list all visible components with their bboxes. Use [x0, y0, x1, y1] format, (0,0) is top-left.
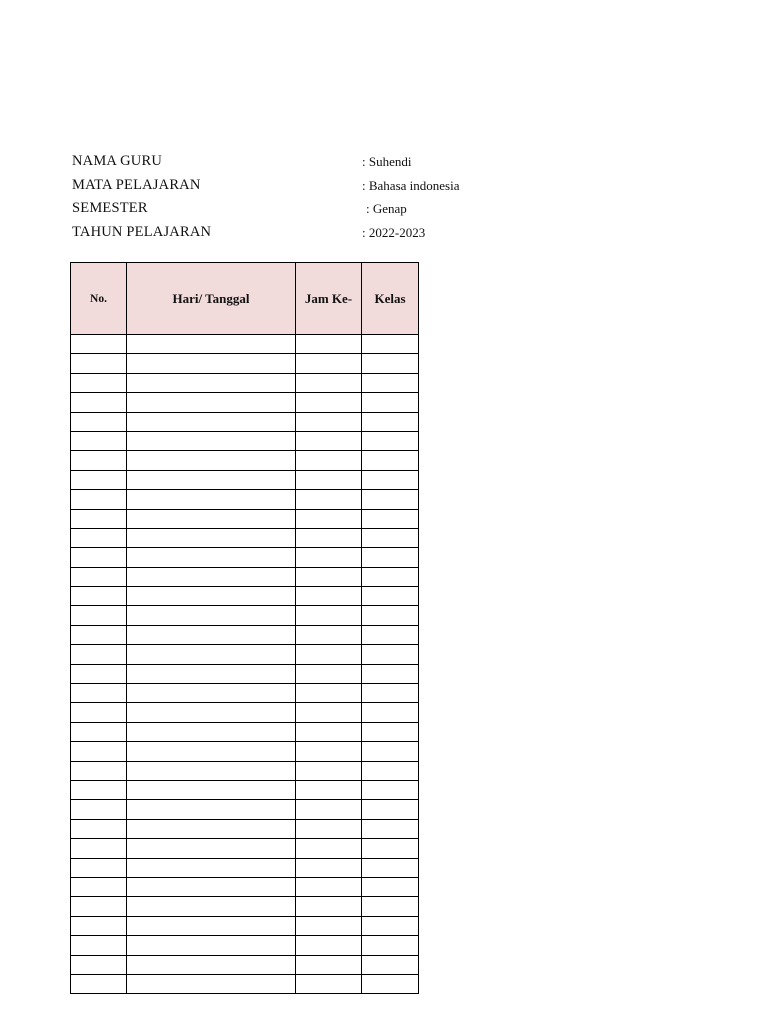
- table-row: [71, 877, 419, 896]
- cell-no[interactable]: [71, 780, 127, 799]
- cell-no[interactable]: [71, 742, 127, 761]
- cell-kelas[interactable]: [362, 470, 419, 489]
- cell-jam-ke[interactable]: [296, 393, 362, 412]
- cell-no[interactable]: [71, 354, 127, 373]
- cell-no[interactable]: [71, 567, 127, 586]
- tahun-pelajaran-label: TAHUN PELAJARAN: [72, 223, 212, 240]
- cell-jam-ke[interactable]: [296, 335, 362, 354]
- header-no: No.: [71, 263, 127, 335]
- cell-no[interactable]: [71, 858, 127, 877]
- cell-no[interactable]: [71, 509, 127, 528]
- table-row: [71, 703, 419, 722]
- cell-hari-tanggal[interactable]: [127, 451, 296, 470]
- cell-kelas[interactable]: [362, 431, 419, 450]
- cell-kelas[interactable]: [362, 354, 419, 373]
- cell-kelas[interactable]: [362, 780, 419, 799]
- cell-kelas[interactable]: [362, 606, 419, 625]
- table-row: [71, 606, 419, 625]
- cell-hari-tanggal[interactable]: [127, 936, 296, 955]
- table-row: [71, 858, 419, 877]
- cell-hari-tanggal[interactable]: [127, 684, 296, 703]
- header-hari-tanggal: Hari/ Tanggal: [127, 263, 296, 335]
- mata-pelajaran-label: MATA PELAJARAN: [72, 176, 201, 193]
- cell-jam-ke[interactable]: [296, 974, 362, 993]
- cell-no[interactable]: [71, 684, 127, 703]
- cell-no[interactable]: [71, 664, 127, 683]
- cell-hari-tanggal[interactable]: [127, 393, 296, 412]
- table-row: [71, 528, 419, 547]
- cell-jam-ke[interactable]: [296, 528, 362, 547]
- cell-no[interactable]: [71, 703, 127, 722]
- table-body: [71, 335, 419, 994]
- table-row: [71, 393, 419, 412]
- cell-hari-tanggal[interactable]: [127, 897, 296, 916]
- cell-kelas[interactable]: [362, 645, 419, 664]
- cell-kelas[interactable]: [362, 625, 419, 644]
- table-row: [71, 548, 419, 567]
- cell-hari-tanggal[interactable]: [127, 548, 296, 567]
- cell-hari-tanggal[interactable]: [127, 625, 296, 644]
- cell-no[interactable]: [71, 335, 127, 354]
- cell-hari-tanggal[interactable]: [127, 412, 296, 431]
- table-row: [71, 839, 419, 858]
- cell-jam-ke[interactable]: [296, 742, 362, 761]
- cell-no[interactable]: [71, 528, 127, 547]
- table-row: [71, 684, 419, 703]
- cell-no[interactable]: [71, 548, 127, 567]
- cell-no[interactable]: [71, 974, 127, 993]
- cell-no[interactable]: [71, 839, 127, 858]
- cell-jam-ke[interactable]: [296, 373, 362, 392]
- cell-jam-ke[interactable]: [296, 509, 362, 528]
- cell-no[interactable]: [71, 587, 127, 606]
- cell-hari-tanggal[interactable]: [127, 722, 296, 741]
- table-row: [71, 509, 419, 528]
- cell-jam-ke[interactable]: [296, 625, 362, 644]
- cell-hari-tanggal[interactable]: [127, 645, 296, 664]
- cell-kelas[interactable]: [362, 664, 419, 683]
- cell-kelas[interactable]: [362, 528, 419, 547]
- cell-jam-ke[interactable]: [296, 567, 362, 586]
- cell-jam-ke[interactable]: [296, 839, 362, 858]
- cell-jam-ke[interactable]: [296, 722, 362, 741]
- cell-hari-tanggal[interactable]: [127, 509, 296, 528]
- cell-hari-tanggal[interactable]: [127, 839, 296, 858]
- semester-value: : Genap: [366, 201, 407, 216]
- table-row: [71, 800, 419, 819]
- cell-no[interactable]: [71, 955, 127, 974]
- cell-kelas[interactable]: [362, 955, 419, 974]
- header-jam-ke: Jam Ke-: [296, 263, 362, 335]
- table-row: [71, 664, 419, 683]
- cell-kelas[interactable]: [362, 916, 419, 935]
- cell-jam-ke[interactable]: [296, 819, 362, 838]
- cell-hari-tanggal[interactable]: [127, 955, 296, 974]
- table-row: [71, 412, 419, 431]
- cell-hari-tanggal[interactable]: [127, 703, 296, 722]
- cell-no[interactable]: [71, 373, 127, 392]
- cell-no[interactable]: [71, 761, 127, 780]
- cell-jam-ke[interactable]: [296, 548, 362, 567]
- table-row: [71, 490, 419, 509]
- cell-no[interactable]: [71, 451, 127, 470]
- table-row: [71, 335, 419, 354]
- table-row: [71, 645, 419, 664]
- cell-kelas[interactable]: [362, 412, 419, 431]
- cell-kelas[interactable]: [362, 703, 419, 722]
- table-row: [71, 897, 419, 916]
- cell-kelas[interactable]: [362, 897, 419, 916]
- mata-pelajaran-value: : Bahasa indonesia: [362, 177, 460, 193]
- cell-kelas[interactable]: [362, 567, 419, 586]
- cell-hari-tanggal[interactable]: [127, 528, 296, 547]
- cell-jam-ke[interactable]: [296, 780, 362, 799]
- cell-hari-tanggal[interactable]: [127, 567, 296, 586]
- cell-jam-ke[interactable]: [296, 470, 362, 489]
- table-row: [71, 625, 419, 644]
- table-header: [71, 263, 419, 335]
- cell-no[interactable]: [71, 606, 127, 625]
- cell-hari-tanggal[interactable]: [127, 470, 296, 489]
- cell-jam-ke[interactable]: [296, 800, 362, 819]
- table-row: [71, 567, 419, 586]
- cell-kelas[interactable]: [362, 936, 419, 955]
- cell-jam-ke[interactable]: [296, 587, 362, 606]
- cell-no[interactable]: [71, 393, 127, 412]
- cell-no[interactable]: [71, 722, 127, 741]
- cell-kelas[interactable]: [362, 587, 419, 606]
- journal-table: [70, 262, 419, 994]
- cell-kelas[interactable]: [362, 335, 419, 354]
- cell-hari-tanggal[interactable]: [127, 819, 296, 838]
- cell-no[interactable]: [71, 819, 127, 838]
- table-row: [71, 587, 419, 606]
- table-row: [71, 354, 419, 373]
- cell-jam-ke[interactable]: [296, 916, 362, 935]
- cell-jam-ke[interactable]: [296, 761, 362, 780]
- cell-kelas[interactable]: [362, 761, 419, 780]
- cell-no[interactable]: [71, 897, 127, 916]
- cell-hari-tanggal[interactable]: [127, 916, 296, 935]
- teacher-info: [72, 150, 460, 244]
- cell-kelas[interactable]: [362, 451, 419, 470]
- cell-no[interactable]: [71, 412, 127, 431]
- cell-kelas[interactable]: [362, 858, 419, 877]
- table-row: [71, 974, 419, 993]
- cell-hari-tanggal[interactable]: [127, 877, 296, 896]
- tahun-pelajaran-value: : 2022-2023: [362, 224, 426, 240]
- cell-hari-tanggal[interactable]: [127, 354, 296, 373]
- nama-guru-label: NAMA GURU: [72, 153, 163, 169]
- cell-jam-ke[interactable]: [296, 877, 362, 896]
- cell-kelas[interactable]: [362, 742, 419, 761]
- semester-label: SEMESTER: [72, 200, 148, 216]
- cell-kelas[interactable]: [362, 800, 419, 819]
- cell-jam-ke[interactable]: [296, 606, 362, 625]
- cell-jam-ke[interactable]: [296, 645, 362, 664]
- cell-jam-ke[interactable]: [296, 431, 362, 450]
- cell-jam-ke[interactable]: [296, 490, 362, 509]
- info-row-semester: [72, 197, 432, 221]
- table-row: [71, 431, 419, 450]
- cell-hari-tanggal[interactable]: [127, 606, 296, 625]
- cell-hari-tanggal[interactable]: [127, 742, 296, 761]
- cell-kelas[interactable]: [362, 684, 419, 703]
- cell-kelas[interactable]: [362, 509, 419, 528]
- cell-jam-ke[interactable]: [296, 936, 362, 955]
- cell-jam-ke[interactable]: [296, 955, 362, 974]
- table-row: [71, 722, 419, 741]
- table-row: [71, 742, 419, 761]
- cell-no[interactable]: [71, 916, 127, 935]
- cell-hari-tanggal[interactable]: [127, 974, 296, 993]
- cell-no[interactable]: [71, 431, 127, 450]
- cell-jam-ke[interactable]: [296, 897, 362, 916]
- cell-kelas[interactable]: [362, 548, 419, 567]
- cell-kelas[interactable]: [362, 877, 419, 896]
- cell-kelas[interactable]: [362, 722, 419, 741]
- cell-hari-tanggal[interactable]: [127, 780, 296, 799]
- cell-kelas[interactable]: [362, 819, 419, 838]
- table-row: [71, 761, 419, 780]
- table-row: [71, 936, 419, 955]
- table-row: [71, 780, 419, 799]
- table-row: [71, 470, 419, 489]
- cell-jam-ke[interactable]: [296, 354, 362, 373]
- cell-hari-tanggal[interactable]: [127, 373, 296, 392]
- cell-jam-ke[interactable]: [296, 858, 362, 877]
- cell-no[interactable]: [71, 936, 127, 955]
- cell-kelas[interactable]: [362, 974, 419, 993]
- cell-kelas[interactable]: [362, 393, 419, 412]
- journal-table-wrapper: [70, 262, 419, 994]
- table-row: [71, 819, 419, 838]
- info-row-tahun-pelajaran: [72, 221, 432, 245]
- cell-hari-tanggal[interactable]: [127, 664, 296, 683]
- cell-kelas[interactable]: [362, 373, 419, 392]
- cell-jam-ke[interactable]: [296, 684, 362, 703]
- info-row-mata-pelajaran: [72, 174, 460, 198]
- info-row-nama-guru: [72, 150, 432, 174]
- nama-guru-value: : Suhendi: [362, 154, 412, 169]
- cell-no[interactable]: [71, 470, 127, 489]
- cell-hari-tanggal[interactable]: [127, 335, 296, 354]
- cell-no[interactable]: [71, 800, 127, 819]
- cell-hari-tanggal[interactable]: [127, 761, 296, 780]
- cell-jam-ke[interactable]: [296, 664, 362, 683]
- table-row: [71, 451, 419, 470]
- cell-kelas[interactable]: [362, 839, 419, 858]
- cell-no[interactable]: [71, 645, 127, 664]
- cell-hari-tanggal[interactable]: [127, 800, 296, 819]
- cell-jam-ke[interactable]: [296, 703, 362, 722]
- header-kelas: Kelas: [362, 263, 419, 335]
- table-row: [71, 955, 419, 974]
- cell-jam-ke[interactable]: [296, 412, 362, 431]
- cell-kelas[interactable]: [362, 490, 419, 509]
- cell-no[interactable]: [71, 625, 127, 644]
- cell-jam-ke[interactable]: [296, 451, 362, 470]
- cell-hari-tanggal[interactable]: [127, 431, 296, 450]
- cell-hari-tanggal[interactable]: [127, 858, 296, 877]
- table-row: [71, 373, 419, 392]
- cell-hari-tanggal[interactable]: [127, 490, 296, 509]
- header-row: [71, 263, 419, 335]
- table-row: [71, 916, 419, 935]
- cell-hari-tanggal[interactable]: [127, 587, 296, 606]
- cell-no[interactable]: [71, 877, 127, 896]
- cell-no[interactable]: [71, 490, 127, 509]
